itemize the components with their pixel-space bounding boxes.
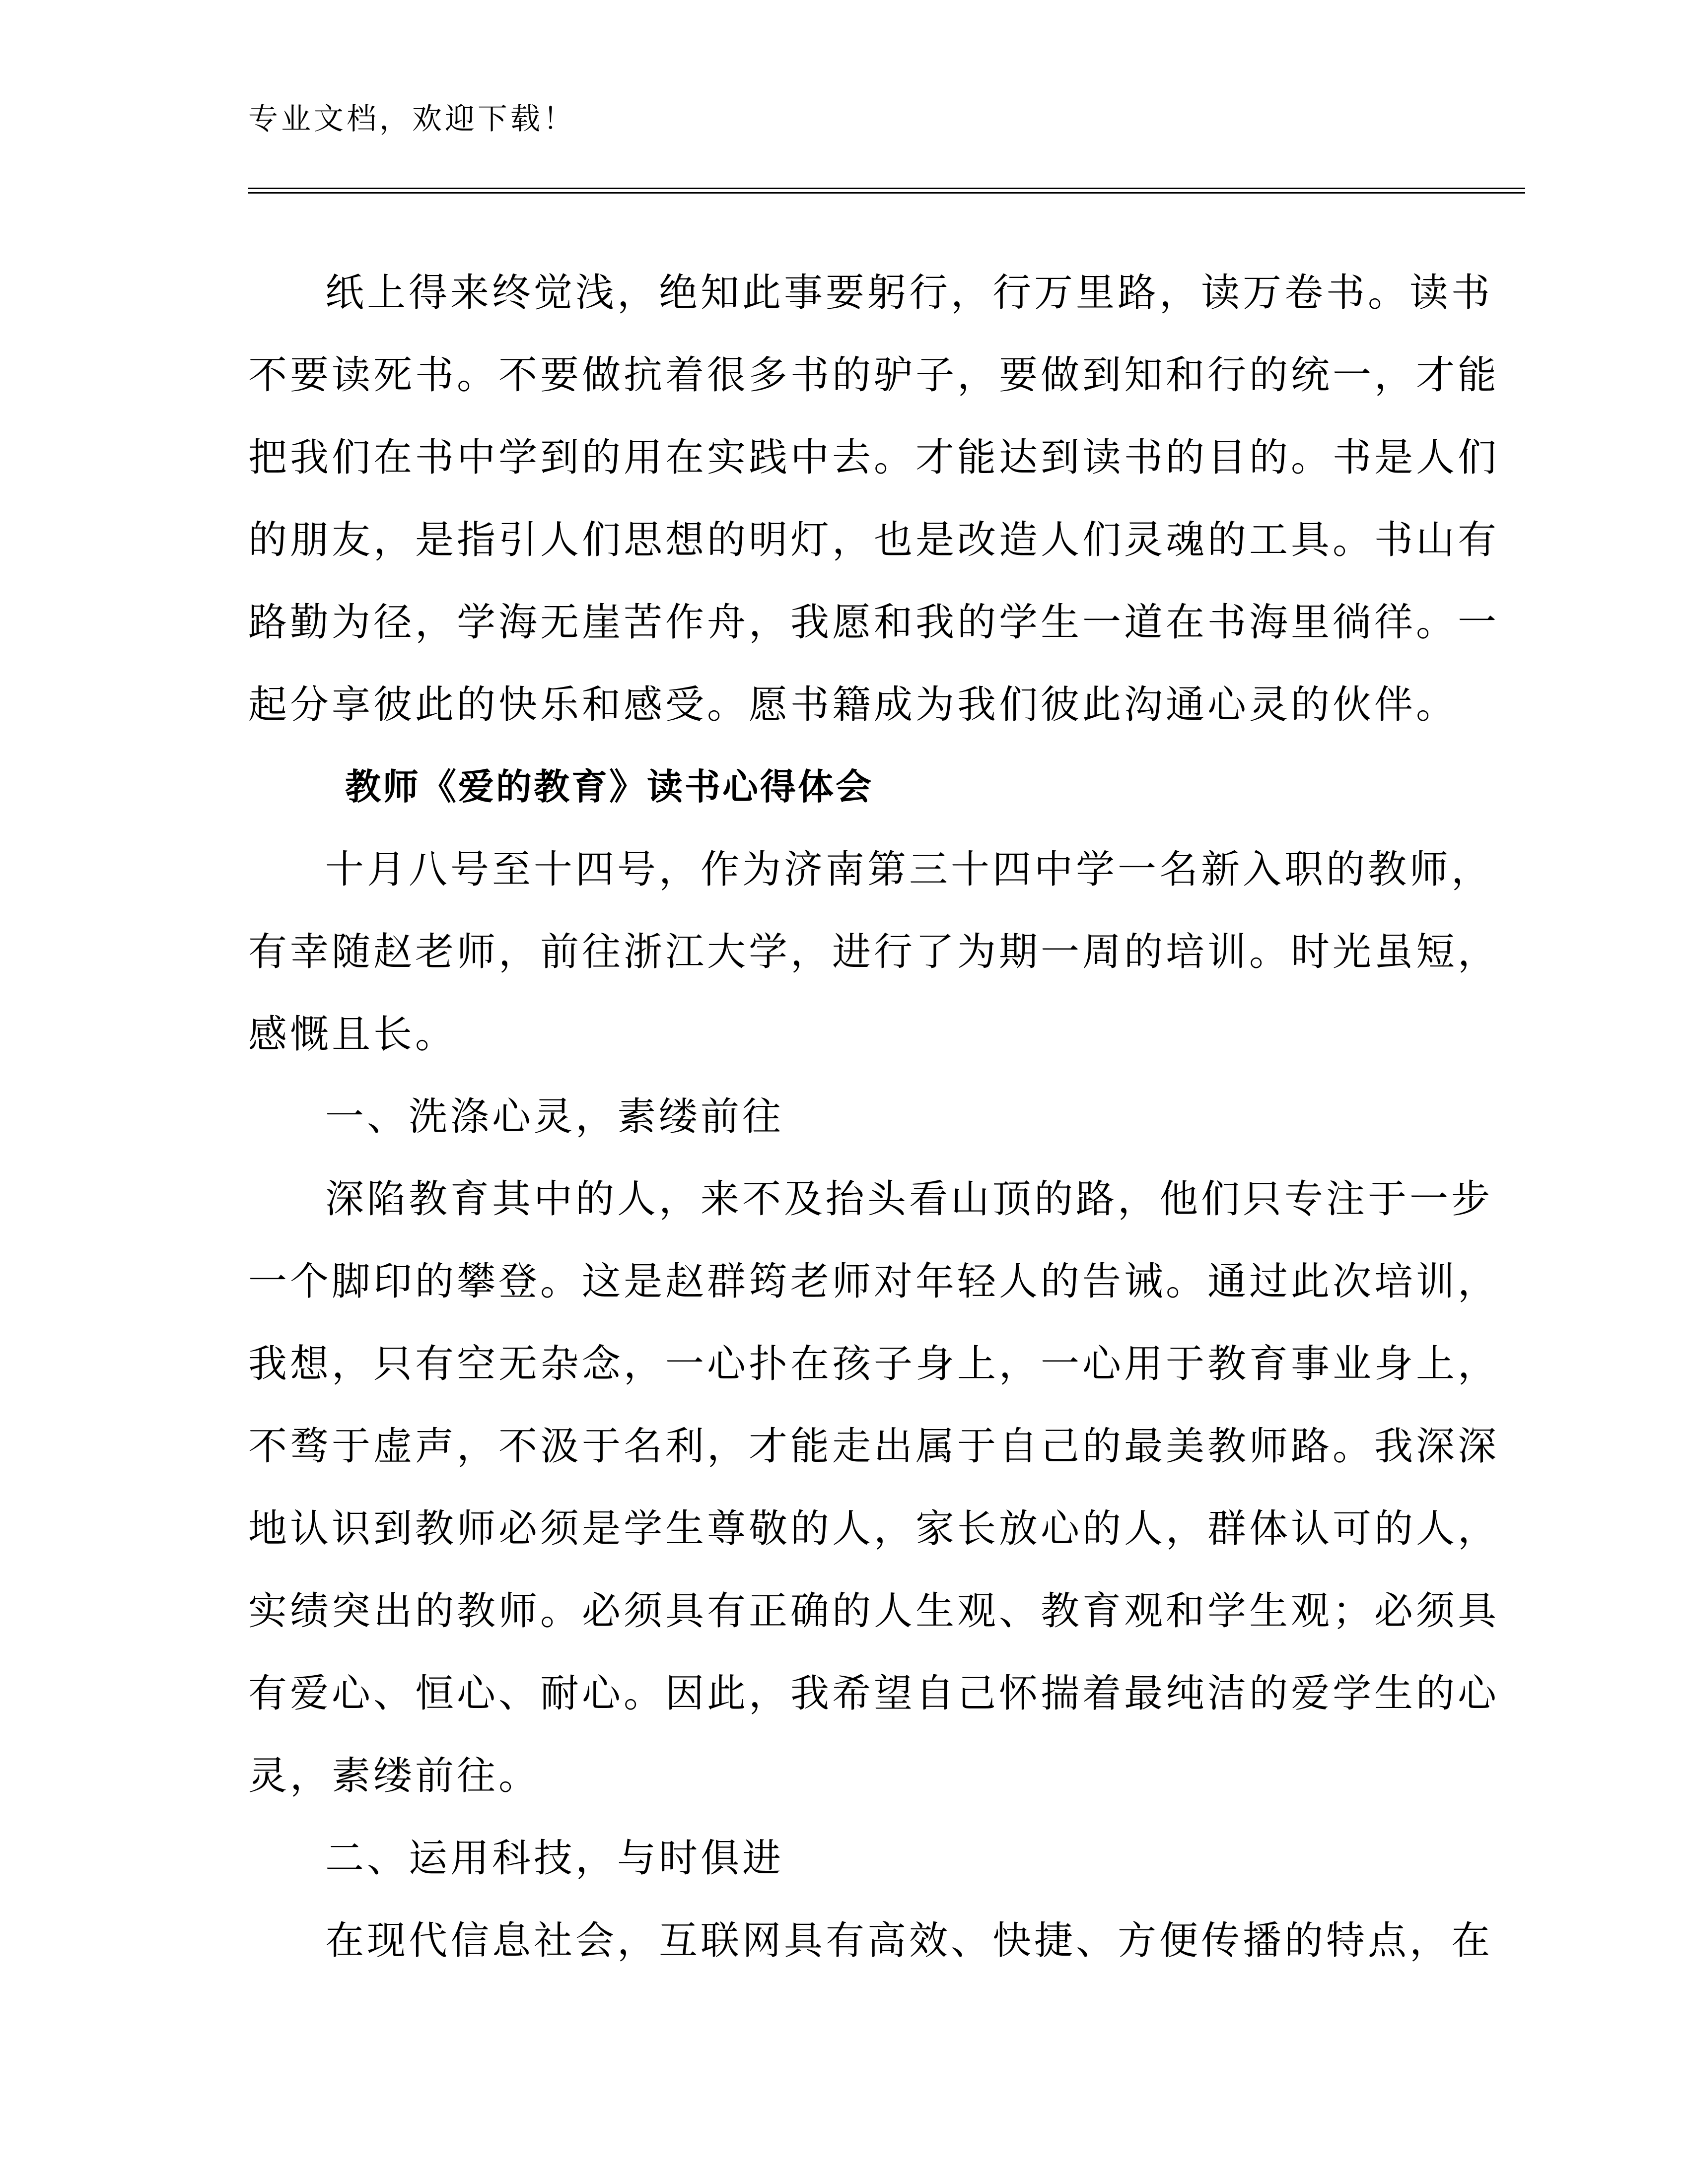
paragraph-line: 路勤为径，学海无崖苦作舟，我愿和我的学生一道在书海里徜徉。一 (248, 600, 1500, 645)
paragraph-line: 一个脚印的攀登。这是赵群筠老师对年轻人的告诫。通过此次培训， (248, 1259, 1500, 1304)
paragraph-line: 灵，素缕前往。 (248, 1754, 541, 1798)
paragraph-line: 纸上得来终觉浅，绝知此事要躬行，行万里路，读万卷书。读书 (325, 271, 1493, 315)
section-heading: 二、运用科技，与时俱进 (325, 1836, 784, 1881)
paragraph-line: 地认识到教师必须是学生尊敬的人，家长放心的人，群体认可的人， (248, 1506, 1500, 1551)
paragraph-line: 在现代信息社会，互联网具有高效、快捷、方便传播的特点，在 (325, 1918, 1493, 1963)
section-heading: 一、洗涤心灵，素缕前往 (325, 1094, 784, 1139)
paragraph-line: 的朋友，是指引人们思想的明灯，也是改造人们灵魂的工具。书山有 (248, 518, 1500, 562)
header-double-rule (248, 188, 1525, 194)
page-header: 专业文档，欢迎下载！ (248, 102, 576, 136)
paragraph-line: 实绩突出的教师。必须具有正确的人生观、教育观和学生观；必须具 (248, 1589, 1500, 1634)
paragraph-line: 起分享彼此的快乐和感受。愿书籍成为我们彼此沟通心灵的伙伴。 (248, 682, 1458, 727)
paragraph-line: 不要读死书。不要做抗着很多书的驴子，要做到知和行的统一，才能 (248, 353, 1500, 398)
paragraph-line: 感慨且长。 (248, 1012, 457, 1057)
paragraph-line: 把我们在书中学到的用在实践中去。才能达到读书的目的。书是人们 (248, 435, 1500, 480)
paragraph-line: 有爱心、恒心、耐心。因此，我希望自己怀揣着最纯洁的爱学生的心 (248, 1671, 1500, 1716)
paragraph-line: 十月八号至十四号，作为济南第三十四中学一名新入职的教师， (325, 847, 1493, 892)
paragraph-line: 我想，只有空无杂念，一心扑在孩子身上，一心用于教育事业身上， (248, 1342, 1500, 1386)
paragraph-line: 深陷教育其中的人，来不及抬头看山顶的路，他们只专注于一步 (325, 1177, 1493, 1222)
paragraph-line: 不骛于虚声，不汲于名利，才能走出属于自己的最美教师路。我深深 (248, 1424, 1500, 1469)
article-title: 教师《爱的教育》读书心得体会 (345, 766, 874, 808)
paragraph-line: 有幸随赵老师，前往浙江大学，进行了为期一周的培训。时光虽短， (248, 930, 1500, 974)
document-body (248, 248, 1500, 1979)
